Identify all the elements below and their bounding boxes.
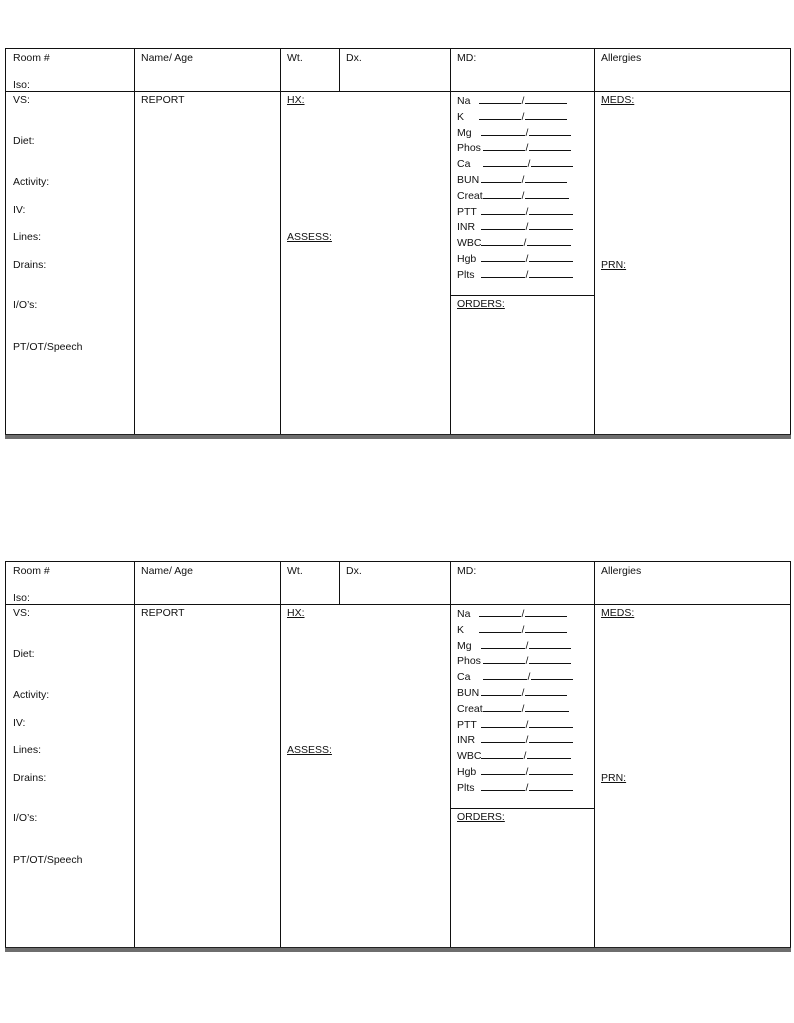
hx-label: HX: <box>287 607 305 619</box>
md-label: MD: <box>457 565 477 577</box>
lab-name: Phos <box>457 142 481 154</box>
name-age-label: Name/ Age <box>141 565 193 577</box>
lab-row: WBC / <box>457 749 571 762</box>
lab-row: Na / <box>457 94 567 107</box>
lab-name: BUN <box>457 687 480 699</box>
md-label: MD: <box>457 52 477 64</box>
lab-row: Na / <box>457 607 567 620</box>
orders-label: ORDERS: <box>457 298 505 310</box>
lab-row: Plts / <box>457 781 573 794</box>
lab-name: Phos <box>457 655 481 667</box>
header-row <box>5 48 791 92</box>
lab-row: Mg / <box>457 639 571 652</box>
lab-name: Creat <box>457 190 483 202</box>
patient-report-sheet-1 <box>5 48 791 437</box>
assess-label: ASSESS: <box>287 744 332 756</box>
lab-row: PTT / <box>457 205 573 218</box>
lab-row: Creat / <box>457 189 569 202</box>
bottom-border <box>5 434 791 439</box>
diet-label: Diet: <box>13 648 35 660</box>
room-label: Room # <box>13 52 50 64</box>
lab-name: Na <box>457 95 471 107</box>
allergies-label: Allergies <box>601 52 642 64</box>
lab-name: Creat <box>457 703 483 715</box>
lab-row: Plts / <box>457 268 573 281</box>
allergies-label: Allergies <box>601 565 642 577</box>
iso-label: Iso: <box>13 79 30 91</box>
wt-label: Wt. <box>287 52 303 64</box>
diet-label: Diet: <box>13 135 35 147</box>
drains-label: Drains: <box>13 259 47 271</box>
lab-row: Ca / <box>457 670 573 683</box>
lab-name: INR <box>457 221 476 233</box>
assess-label: ASSESS: <box>287 231 332 243</box>
io-label: I/O’s: <box>13 812 38 824</box>
lab-name: Mg <box>457 640 472 652</box>
iso-label: Iso: <box>13 592 30 604</box>
meds-label: MEDS: <box>601 607 635 619</box>
lab-row: Creat / <box>457 702 569 715</box>
io-label: I/O’s: <box>13 299 38 311</box>
lab-name: PTT <box>457 206 477 218</box>
report-label: REPORT <box>141 607 185 619</box>
lab-row: PTT / <box>457 718 573 731</box>
iv-label: IV: <box>13 717 26 729</box>
lab-name: Mg <box>457 127 472 139</box>
lab-name: Ca <box>457 671 471 683</box>
lab-name: WBC <box>457 750 482 762</box>
pt-ot-speech-label: PT/OT/Speech <box>13 341 83 353</box>
vs-label: VS: <box>13 94 30 106</box>
patient-report-sheet-2 <box>5 561 791 950</box>
lab-row: Hgb / <box>457 765 573 778</box>
lab-row: Phos / <box>457 141 571 154</box>
lab-row: INR / <box>457 733 573 746</box>
activity-label: Activity: <box>13 176 50 188</box>
meds-label: MEDS: <box>601 94 635 106</box>
lab-name: Plts <box>457 782 475 794</box>
lab-name: Ca <box>457 158 471 170</box>
lab-name: PTT <box>457 719 477 731</box>
lab-row: BUN / <box>457 173 567 186</box>
lines-label: Lines: <box>13 231 42 243</box>
body-section <box>5 92 791 434</box>
lab-row: BUN / <box>457 686 567 699</box>
orders-label: ORDERS: <box>457 811 505 823</box>
activity-label: Activity: <box>13 689 50 701</box>
bottom-border <box>5 947 791 952</box>
lab-name: Na <box>457 608 471 620</box>
lab-row: WBC / <box>457 236 571 249</box>
dx-label: Dx. <box>346 52 362 64</box>
prn-label: PRN: <box>601 772 627 784</box>
dx-label: Dx. <box>346 565 362 577</box>
name-age-label: Name/ Age <box>141 52 193 64</box>
lab-row: Hgb / <box>457 252 573 265</box>
lines-label: Lines: <box>13 744 42 756</box>
body-section <box>5 605 791 947</box>
wt-label: Wt. <box>287 565 303 577</box>
room-label: Room # <box>13 565 50 577</box>
hx-label: HX: <box>287 94 305 106</box>
drains-label: Drains: <box>13 772 47 784</box>
report-label: REPORT <box>141 94 185 106</box>
lab-name: Hgb <box>457 766 477 778</box>
lab-row: K / <box>457 623 567 636</box>
iv-label: IV: <box>13 204 26 216</box>
header-row <box>5 561 791 605</box>
lab-name: WBC <box>457 237 482 249</box>
lab-name: Plts <box>457 269 475 281</box>
pt-ot-speech-label: PT/OT/Speech <box>13 854 83 866</box>
lab-row: Phos / <box>457 654 571 667</box>
lab-row: Ca / <box>457 157 573 170</box>
lab-name: K <box>457 624 465 636</box>
lab-row: INR / <box>457 220 573 233</box>
lab-row: K / <box>457 110 567 123</box>
lab-name: BUN <box>457 174 480 186</box>
lab-name: Hgb <box>457 253 477 265</box>
prn-label: PRN: <box>601 259 627 271</box>
lab-name: K <box>457 111 465 123</box>
vs-label: VS: <box>13 607 30 619</box>
lab-row: Mg / <box>457 126 571 139</box>
lab-name: INR <box>457 734 476 746</box>
